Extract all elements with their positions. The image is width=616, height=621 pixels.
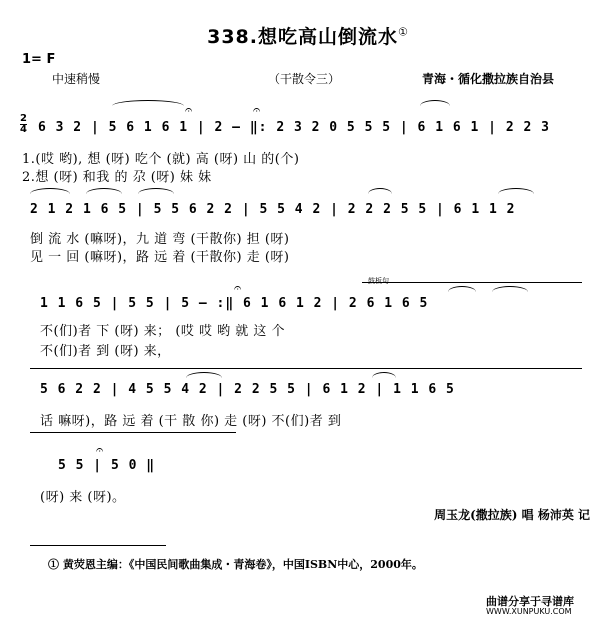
watermark-url: WWW.XUNPUKU.COM xyxy=(486,607,572,616)
phrase-slur xyxy=(498,188,534,194)
phrase-slur xyxy=(186,372,222,378)
notation-line-3: 1 1 6 5 | 5 5 | 5 – :‖ 6 1 6 1 2 | 2 6 1 6 5 xyxy=(40,296,429,311)
performer-credit: 周玉龙(撒拉族) 唱 杨沛英 记 xyxy=(434,508,590,522)
song-title: 338.想吃高山倒流水① xyxy=(207,25,409,48)
notation-line-4: 5 6 2 2 | 4 5 5 4 2 | 2 2 5 5 | 6 1 2 | 1 1 6 5 xyxy=(40,382,455,397)
fermata-symbol: 𝄐 xyxy=(253,103,261,118)
lyric-line-2-verse-2: 见 一 回 (嘛呀)，路 远 着 (干散你) 走 (呀) xyxy=(30,250,290,265)
lyric-line-4-verse-1: 话 嘛呀)，路 远 着 (干 散 你) 走 (呀) 不(们)者 到 xyxy=(40,414,342,429)
phrase-slur xyxy=(372,372,396,378)
notation-line-1: 6 3 2 | 5 6 1 6 1 | 2 – ‖: 2 3 2 0 5 5 5 | 6 1 6 1 | 2 2 3 xyxy=(38,120,550,135)
phrase-slur xyxy=(112,100,184,106)
title-footnote-mark: ① xyxy=(398,25,409,39)
phrase-slur xyxy=(138,188,174,194)
lyric-line-3-verse-1: 不(们)者 下 (呀) 来； (哎 哎 哟 就 这 个 xyxy=(40,324,286,339)
fermata-symbol: 𝄐 xyxy=(234,281,242,296)
phrase-slur xyxy=(86,188,122,194)
lyric-line-3-verse-2: 不(们)者 到 (呀) 来， xyxy=(40,344,171,359)
phrase-slur xyxy=(30,188,70,194)
fermata-symbol: 𝄐 xyxy=(185,103,193,118)
key-signature: 1= F xyxy=(22,52,56,67)
time-signature: 2 4 xyxy=(20,113,27,135)
lyric-line-1-verse-1: 1.(哎 哟), 想 (呀) 吃个 (就) 高 (呀) 山 的(个) xyxy=(22,152,300,167)
footnote-divider xyxy=(30,545,166,546)
song-origin: 青海・循化撒拉族自治县 xyxy=(422,72,555,86)
phrase-slur xyxy=(368,188,392,194)
notation-line-2: 2 1 2 1 6 5 | 5 5 6 2 2 | 5 5 4 2 | 2 2 2 5 5 | 6 1 1 2 xyxy=(30,202,516,217)
section-bracket xyxy=(30,368,582,369)
phrase-slur xyxy=(448,286,476,292)
phrase-slur xyxy=(420,100,450,106)
watermark-text: 曲谱分享于寻谱库 xyxy=(486,595,574,608)
notation-line-5: 5 5 | 5 0 ‖ xyxy=(58,458,156,473)
lyric-line-5-verse-1: (呀) 来 (呀)。 xyxy=(40,490,126,505)
lyric-line-1-verse-2: 2.想 (呀) 和我 的 尕 (呀) 妹 妹 xyxy=(22,170,212,185)
lyric-line-2-verse-1: 倒 流 水 (嘛呀)，九 道 弯 (干散你) 担 (呀) xyxy=(30,232,290,247)
fermata-symbol: 𝄐 xyxy=(96,443,104,458)
tempo-marking: 中速稍慢 xyxy=(52,72,101,86)
section-bracket xyxy=(30,432,236,433)
section-label: 鼓板句 xyxy=(368,277,389,285)
tune-name: （干散令三） xyxy=(268,72,341,86)
phrase-slur xyxy=(492,286,528,292)
section-bracket xyxy=(362,282,582,283)
footnote-text: ① 黄荧恩主编：《中国民间歌曲集成・青海卷》，中国ISBN中心，2000年。 xyxy=(48,558,423,571)
